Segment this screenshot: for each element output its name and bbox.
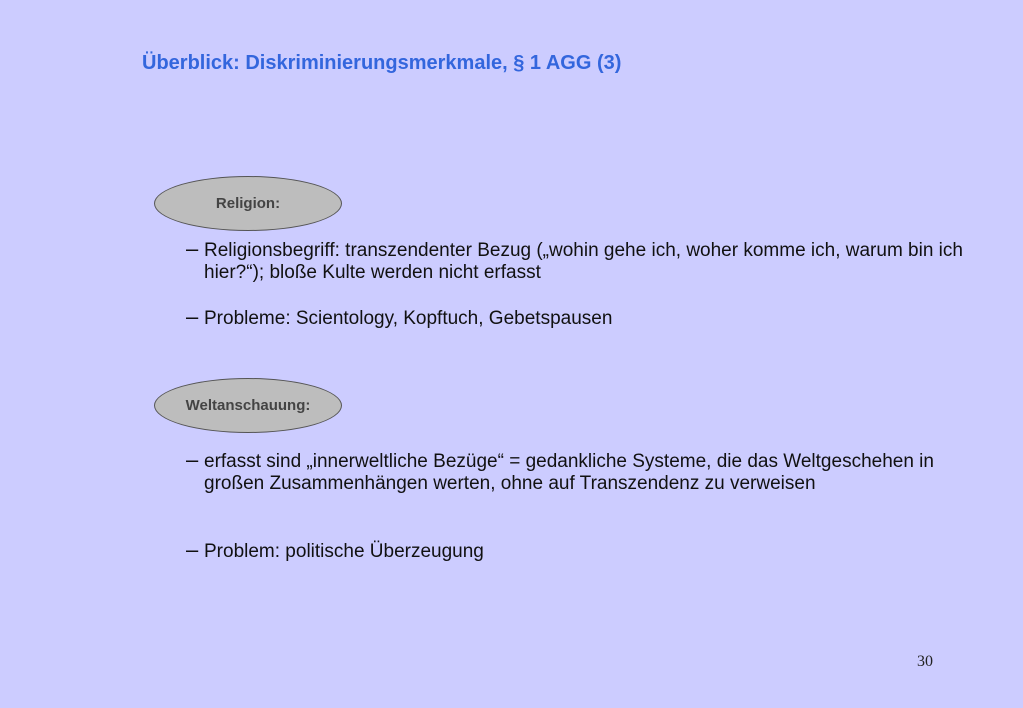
bullet-item xyxy=(186,447,966,495)
bullet-text: erfasst sind „innerweltliche Bezüge“ = gedankliche Systeme, die das Weltgeschehen in großen Zusammenhängen werten, ohne auf Transzendenz zu verweisen xyxy=(204,451,934,494)
bullet-item xyxy=(186,236,966,284)
bullet-marker: – xyxy=(186,447,199,472)
section-heading-religion xyxy=(154,176,342,231)
bullet-marker: – xyxy=(186,236,199,261)
section-heading-label: Religion: xyxy=(215,195,281,212)
page-number: 30 xyxy=(917,653,933,670)
bullet-text: Religionsbegriff: transzendenter Bezug („wohin gehe ich, woher komme ich, warum bin ich hier?“); bloße Kulte werden nicht erfasst xyxy=(204,240,963,283)
slide-title: Überblick: Diskriminierungsmerkmale, § 1 AGG (3) xyxy=(142,52,622,74)
bullet-text: Problem: politische Überzeugung xyxy=(204,541,484,562)
bullet-text: Probleme: Scientology, Kopftuch, Gebetspausen xyxy=(204,308,613,329)
section-heading-label: Weltanschauung: xyxy=(185,397,311,414)
bullet-item xyxy=(186,537,966,563)
bullet-marker: – xyxy=(186,537,199,562)
bullet-marker: – xyxy=(186,304,199,329)
section-heading-weltanschauung xyxy=(154,378,342,433)
bullet-item xyxy=(186,304,966,330)
